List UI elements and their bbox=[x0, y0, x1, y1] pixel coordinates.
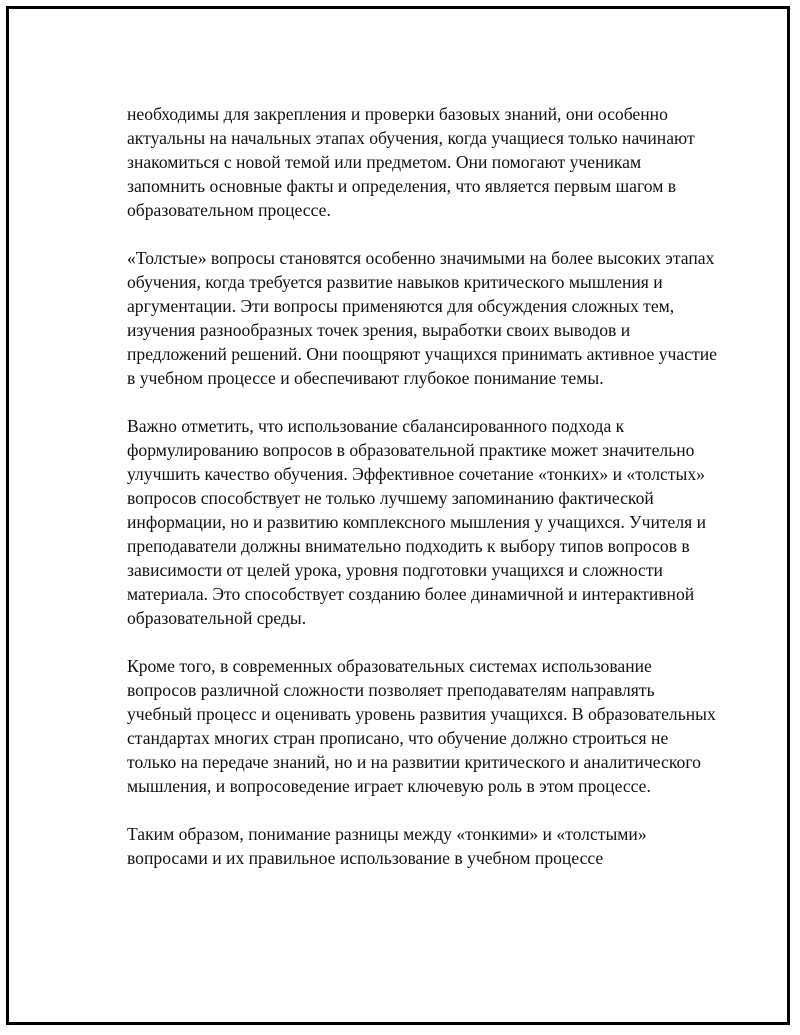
paragraph-4: Кроме того, в современных образовательных системах использование вопросов различной сложности позволяет преподавателям направлять учебный процесс и оценивать уровень развития учащихся. В образовательных стандартах многих стран прописано, что обучение должно строиться не только на передаче знаний, но и на развитии критического и аналитического мышления, и вопросоведение играет ключевую роль в этом процессе. bbox=[127, 656, 716, 796]
paragraph-1: необходимы для закрепления и проверки базовых знаний, они особенно актуальны на начальных этапах обучения, когда учащиеся только начинают знакомиться с новой темой или предметом. Они помогают ученикам запомнить основные факты и определения, что является первым шагом в образовательном процессе. bbox=[127, 104, 695, 220]
paragraph-5: Таким образом, понимание разницы между «тонкими» и «толстыми» вопросами и их правильное использование в учебном процессе bbox=[127, 824, 647, 868]
paragraph-2: «Толстые» вопросы становятся особенно значимыми на более высоких этапах обучения, когда требуется развитие навыков критического мышления и аргументации. Эти вопросы применяются для обсуждения сложных тем, изучения разнообразных точек зрения, выработки своих выводов и предложений решений. Они поощряют учащихся принимать активное участие в учебном процессе и обеспечивают глубокое понимание темы. bbox=[127, 248, 717, 388]
document-body bbox=[127, 102, 717, 870]
paragraph-3: Важно отметить, что использование сбалансированного подхода к формулированию вопросов в образовательной практике может значительно улучшить качество обучения. Эффективное сочетание «тонких» и «толстых» вопросов способствует не только лучшему запоминанию фактической информации, но и развитию комплексного мышления у учащихся. Учителя и преподаватели должны внимательно подходить к выбору типов вопросов в зависимости от целей урока, уровня подготовки учащихся и сложности материала. Это способствует созданию более динамичной и интерактивной образовательной среды. bbox=[127, 416, 707, 628]
page-frame bbox=[6, 6, 790, 1025]
